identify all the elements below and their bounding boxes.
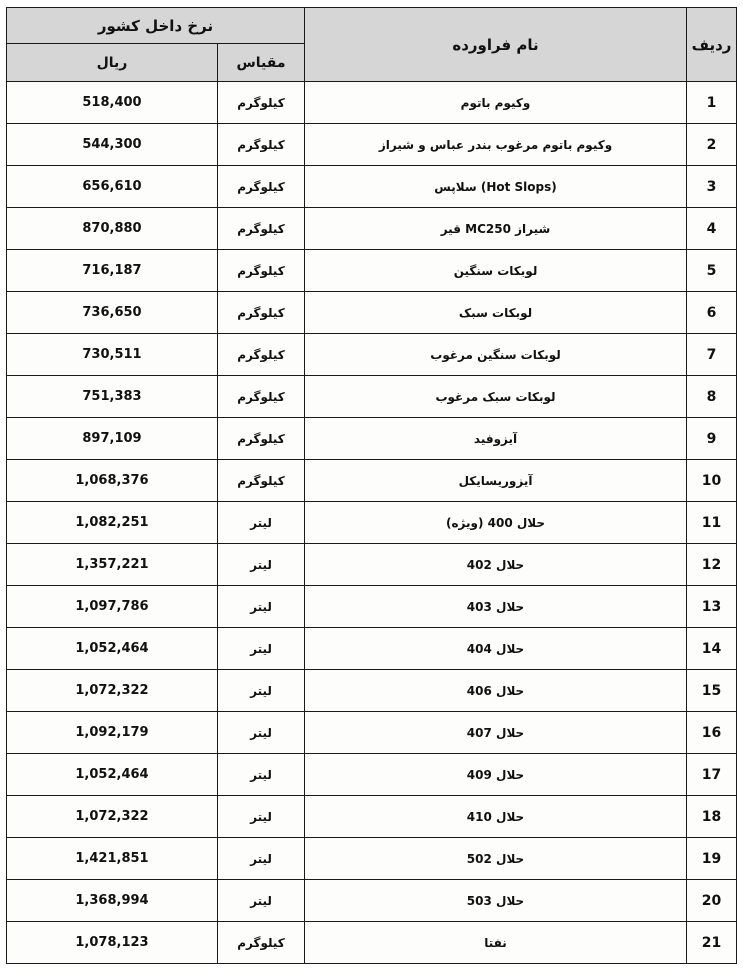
price-cell: 1,097,786: [7, 586, 218, 628]
unit-cell: کیلوگرم: [218, 166, 305, 208]
row-number-cell: 10: [687, 460, 737, 502]
row-number-cell: 18: [687, 796, 737, 838]
row-number-header: ردیف: [687, 8, 737, 82]
product-name-cell: حلال 402: [305, 544, 687, 586]
product-name-cell: شیراز MC250 قیر: [305, 208, 687, 250]
price-cell: 897,109: [7, 418, 218, 460]
unit-cell: کیلوگرم: [218, 208, 305, 250]
table-row: [7, 712, 737, 754]
price-cell: 1,421,851: [7, 838, 218, 880]
row-number-cell: 11: [687, 502, 737, 544]
product-name-cell: آیزوریسایکل: [305, 460, 687, 502]
table-row: [7, 544, 737, 586]
price-cell: 736,650: [7, 292, 218, 334]
row-number-cell: 13: [687, 586, 737, 628]
table-row: [7, 460, 737, 502]
price-cell: 656,610: [7, 166, 218, 208]
rial-header: ریال: [7, 44, 218, 82]
table-row: [7, 628, 737, 670]
row-number-cell: 6: [687, 292, 737, 334]
table-row: [7, 922, 737, 964]
product-name-cell: لوبکات سبک مرغوب: [305, 376, 687, 418]
product-name-cell: لوبکات سنگین مرغوب: [305, 334, 687, 376]
unit-cell: لیتر: [218, 754, 305, 796]
unit-cell: کیلوگرم: [218, 376, 305, 418]
product-name-cell: لوبکات سنگین: [305, 250, 687, 292]
row-number-cell: 9: [687, 418, 737, 460]
unit-cell: لیتر: [218, 544, 305, 586]
unit-cell: کیلوگرم: [218, 250, 305, 292]
table-body: [7, 82, 737, 964]
price-cell: 1,072,322: [7, 796, 218, 838]
price-table-sheet: [6, 7, 736, 967]
table-row: [7, 838, 737, 880]
row-number-cell: 20: [687, 880, 737, 922]
product-name-cell: لوبکات سبک: [305, 292, 687, 334]
table-row: [7, 586, 737, 628]
product-name-cell: حلال 406: [305, 670, 687, 712]
table-row: [7, 880, 737, 922]
price-cell: 716,187: [7, 250, 218, 292]
price-cell: 1,078,123: [7, 922, 218, 964]
unit-cell: کیلوگرم: [218, 292, 305, 334]
row-number-cell: 1: [687, 82, 737, 124]
unit-cell: لیتر: [218, 712, 305, 754]
row-number-cell: 21: [687, 922, 737, 964]
product-name-header: نام فراورده: [305, 8, 687, 82]
table-row: [7, 796, 737, 838]
unit-cell: لیتر: [218, 880, 305, 922]
unit-cell: لیتر: [218, 796, 305, 838]
price-cell: 1,082,251: [7, 502, 218, 544]
table-row: [7, 82, 737, 124]
row-number-cell: 2: [687, 124, 737, 166]
unit-cell: لیتر: [218, 838, 305, 880]
product-name-cell: حلال 503: [305, 880, 687, 922]
unit-cell: کیلوگرم: [218, 418, 305, 460]
row-number-cell: 8: [687, 376, 737, 418]
table-row: [7, 124, 737, 166]
table-row: [7, 250, 737, 292]
product-name-cell: حلال 400 (ویژه): [305, 502, 687, 544]
product-name-cell: حلال 407: [305, 712, 687, 754]
row-number-cell: 7: [687, 334, 737, 376]
price-cell: 870,880: [7, 208, 218, 250]
product-name-cell: نفتا: [305, 922, 687, 964]
price-cell: 518,400: [7, 82, 218, 124]
product-name-cell: حلال 409: [305, 754, 687, 796]
unit-cell: لیتر: [218, 628, 305, 670]
unit-cell: لیتر: [218, 670, 305, 712]
price-cell: 1,092,179: [7, 712, 218, 754]
row-number-cell: 4: [687, 208, 737, 250]
product-name-cell: (Hot Slops) سلاپس: [305, 166, 687, 208]
price-cell: 1,072,322: [7, 670, 218, 712]
price-cell: 1,052,464: [7, 754, 218, 796]
product-name-cell: آیزوفید: [305, 418, 687, 460]
unit-cell: لیتر: [218, 502, 305, 544]
product-name-cell: حلال 403: [305, 586, 687, 628]
table-row: [7, 292, 737, 334]
unit-header: مقیاس: [218, 44, 305, 82]
table-row: [7, 670, 737, 712]
table-row: [7, 334, 737, 376]
table-row: [7, 376, 737, 418]
unit-cell: کیلوگرم: [218, 922, 305, 964]
product-name-cell: وکیوم باتوم مرغوب بندر عباس و شیراز: [305, 124, 687, 166]
product-name-cell: حلال 502: [305, 838, 687, 880]
price-table: [6, 7, 737, 964]
unit-cell: کیلوگرم: [218, 82, 305, 124]
row-number-cell: 15: [687, 670, 737, 712]
table-row: [7, 166, 737, 208]
row-number-cell: 16: [687, 712, 737, 754]
row-number-cell: 19: [687, 838, 737, 880]
price-cell: 1,357,221: [7, 544, 218, 586]
unit-cell: کیلوگرم: [218, 460, 305, 502]
row-number-cell: 3: [687, 166, 737, 208]
unit-cell: کیلوگرم: [218, 124, 305, 166]
row-number-cell: 17: [687, 754, 737, 796]
price-cell: 751,383: [7, 376, 218, 418]
table-row: [7, 418, 737, 460]
price-cell: 1,068,376: [7, 460, 218, 502]
table-row: [7, 502, 737, 544]
unit-cell: لیتر: [218, 586, 305, 628]
row-number-cell: 5: [687, 250, 737, 292]
product-name-cell: حلال 404: [305, 628, 687, 670]
price-cell: 730,511: [7, 334, 218, 376]
price-cell: 544,300: [7, 124, 218, 166]
row-number-cell: 12: [687, 544, 737, 586]
product-name-cell: حلال 410: [305, 796, 687, 838]
table-row: [7, 208, 737, 250]
table-row: [7, 754, 737, 796]
price-cell: 1,052,464: [7, 628, 218, 670]
domestic-rate-header: نرخ داخل کشور: [7, 8, 305, 44]
product-name-cell: وکیوم باتوم: [305, 82, 687, 124]
price-cell: 1,368,994: [7, 880, 218, 922]
row-number-cell: 14: [687, 628, 737, 670]
unit-cell: کیلوگرم: [218, 334, 305, 376]
